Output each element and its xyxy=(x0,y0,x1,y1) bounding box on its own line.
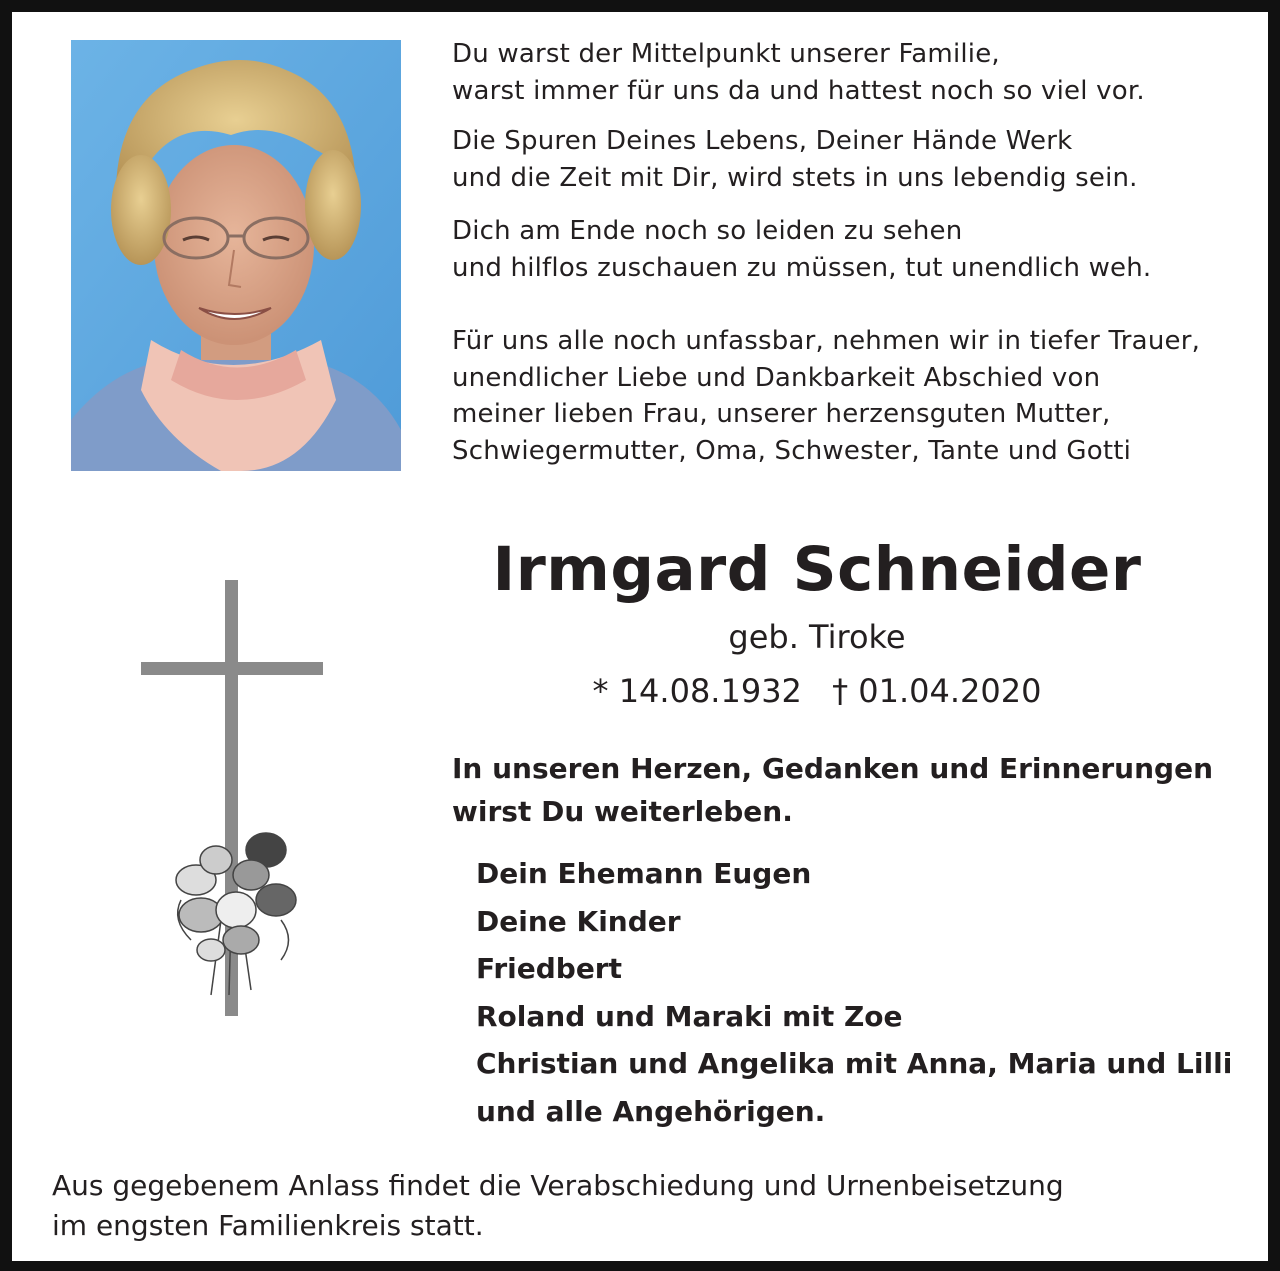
mourners-list xyxy=(476,850,1266,1135)
mourner-line: Friedbert xyxy=(476,952,623,985)
poem-stanza-2: Die Spuren Deines Lebens, Deiner Hände Werk und die Zeit mit Dir, wird stets in uns lebendig sein. xyxy=(452,126,1138,193)
mourner-line: Christian und Angelika mit Anna, Maria und Lilli xyxy=(476,1047,1233,1080)
life-dates xyxy=(452,672,1182,710)
poem-stanza-1: Du warst der Mittelpunkt unserer Familie, warst immer für uns da und hattest noch so viel vor. xyxy=(452,39,1145,106)
cross-with-flowers-icon xyxy=(141,580,323,1016)
poem-stanza-3: Dich am Ende noch so leiden zu sehen und hilflos zuschauen zu müssen, tut unendlich weh. xyxy=(452,216,1152,283)
farewell-text: Für uns alle noch unfassbar, nehmen wir in tiefer Trauer, unendlicher Liebe und Dankbarkeit Abschied von meiner lieben Frau, unserer herzensguten Mutter, Schwiegermutter, Oma, Schwester, Tante und Gotti xyxy=(452,326,1201,466)
portrait-photo xyxy=(71,40,401,471)
maiden-name: geb. Tiroke xyxy=(728,618,906,656)
mourner-line: Deine Kinder xyxy=(476,904,681,938)
poem xyxy=(452,36,1262,469)
memory-text: In unseren Herzen, Gedanken und Erinnerungen wirst Du weiterleben. xyxy=(452,752,1214,828)
mourner-line: Dein Ehemann Eugen xyxy=(476,857,812,890)
birth-date: * 14.08.1932 xyxy=(592,672,802,710)
death-date: † 01.04.2020 xyxy=(832,672,1042,710)
deceased-name: Irmgard Schneider xyxy=(492,534,1142,605)
obituary-page xyxy=(12,12,1268,1261)
funeral-notice: Aus gegebenem Anlass findet die Verabschiedung und Urnenbeisetzung im engsten Familienkreis statt. xyxy=(52,1169,1064,1242)
mourner-line: Roland und Maraki mit Zoe xyxy=(476,999,903,1033)
mourner-line: und alle Angehörigen. xyxy=(476,1094,826,1128)
